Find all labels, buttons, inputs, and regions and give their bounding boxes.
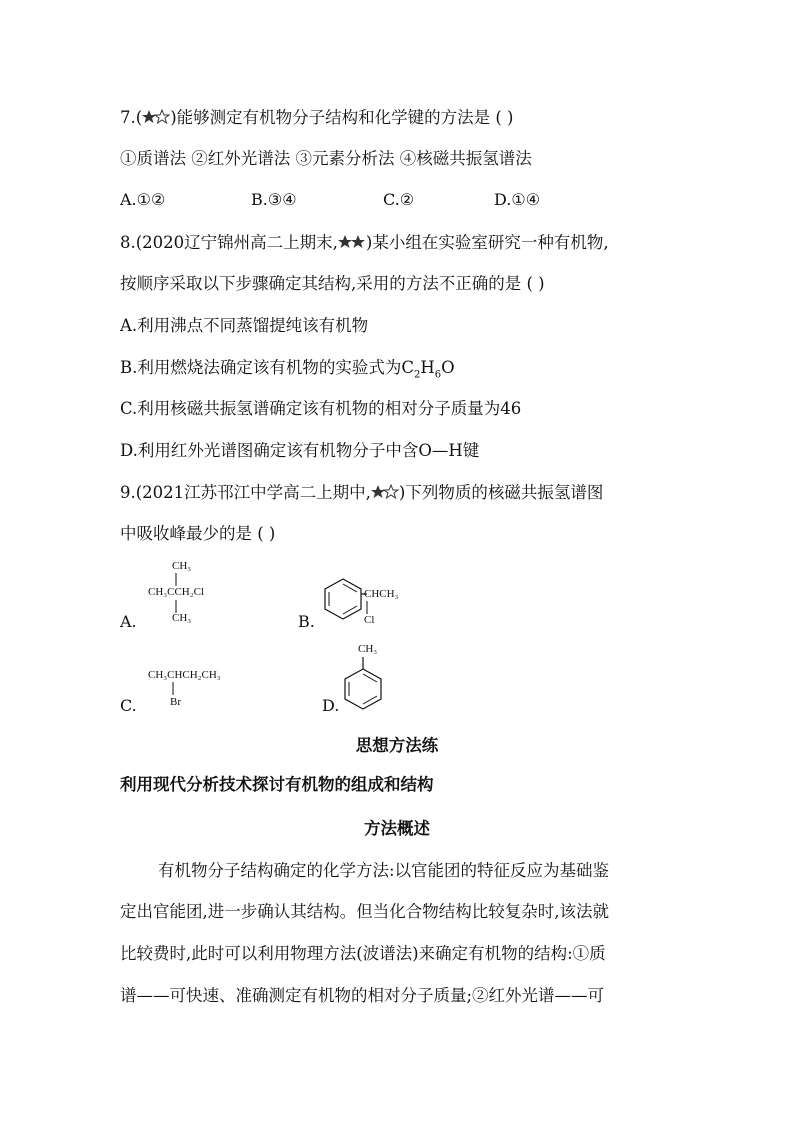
section-subheading: 利用现代分析技术探讨有机物的组成和结构 [120,775,434,794]
q7-option-a: A.①② [120,190,166,209]
structure-c-chain: CH₃CHCH₂CH₃ [148,669,221,681]
structure-a-bottom: CH₃ [172,612,192,624]
structure-a-top: CH₃ [172,560,192,572]
q9-stem: 9.(2021江苏邗江中学高二上期中, )下列物质的核磁共振氢谱图 [120,483,604,502]
q7-option-d: D.①④ [494,190,541,209]
overview-line-1: 有机物分子结构确定的化学方法:以官能团的特征反应为基础鉴 [158,861,610,880]
q7-option-c: C.② [383,190,415,209]
section-heading: 思想方法练 [355,736,439,755]
q9-option-b-label: B. [298,612,315,631]
benzene-ring-icon [318,576,368,622]
q8-stem: 8.(2020辽宁锦州高二上期末, )某小组在实验室研究一种有机物, [120,233,609,252]
q8-option-c: C.利用核磁共振氢谱确定该有机物的相对分子质量为46 [120,399,522,418]
difficulty-star-icon [371,484,399,500]
structure-a-bonds [170,570,180,616]
structure-c-bond [168,681,178,697]
overview-line-3: 比较费时,此时可以利用物理方法(波谱法)来确定有机物的结构:①质 [120,944,606,963]
difficulty-star-icon [338,234,366,250]
difficulty-star-icon [142,109,170,125]
q8-option-d: D.利用红外光谱图确定该有机物分子中含O—H键 [120,441,480,460]
overview-line-2: 定出官能团,进一步确认其结构。但当化合物结构比较复杂时,该法就 [120,902,609,921]
q9-option-a-label: A. [120,612,137,631]
structure-b-chain: CHCH₃ [364,588,399,600]
structure-a-chain: CH₃CCH₂Cl [148,586,204,598]
q9-option-d-label: D. [322,696,340,715]
q8-stem-line2: 按顺序采取以下步骤确定其结构,采用的方法不正确的是 ( ) [120,274,545,293]
q7-stem: 7.( )能够测定有机物分子结构和化学键的方法是 ( ) [120,108,514,127]
toluene-ring-icon [338,655,388,715]
structure-c-substituent: Br [170,696,181,708]
q8-option-b: B.利用燃烧法确定该有机物的实验式为$C_2H_6O$ [120,358,455,381]
q8-option-a: A.利用沸点不同蒸馏提纯该有机物 [120,316,369,335]
structure-d-top: CH₃ [358,643,378,655]
q7-methods: ①质谱法 ②红外光谱法 ③元素分析法 ④核磁共振氢谱法 [120,149,532,168]
q9-option-c-label: C. [120,696,137,715]
q7-option-b: B.③④ [251,190,297,209]
overview-line-4: 谱——可快速、准确测定有机物的相对分子质量;②红外光谱——可 [120,986,605,1005]
structure-b-substituent: Cl [364,614,375,626]
q9-stem-line2: 中吸收峰最少的是 ( ) [120,524,276,543]
overview-title: 方法概述 [364,819,430,838]
